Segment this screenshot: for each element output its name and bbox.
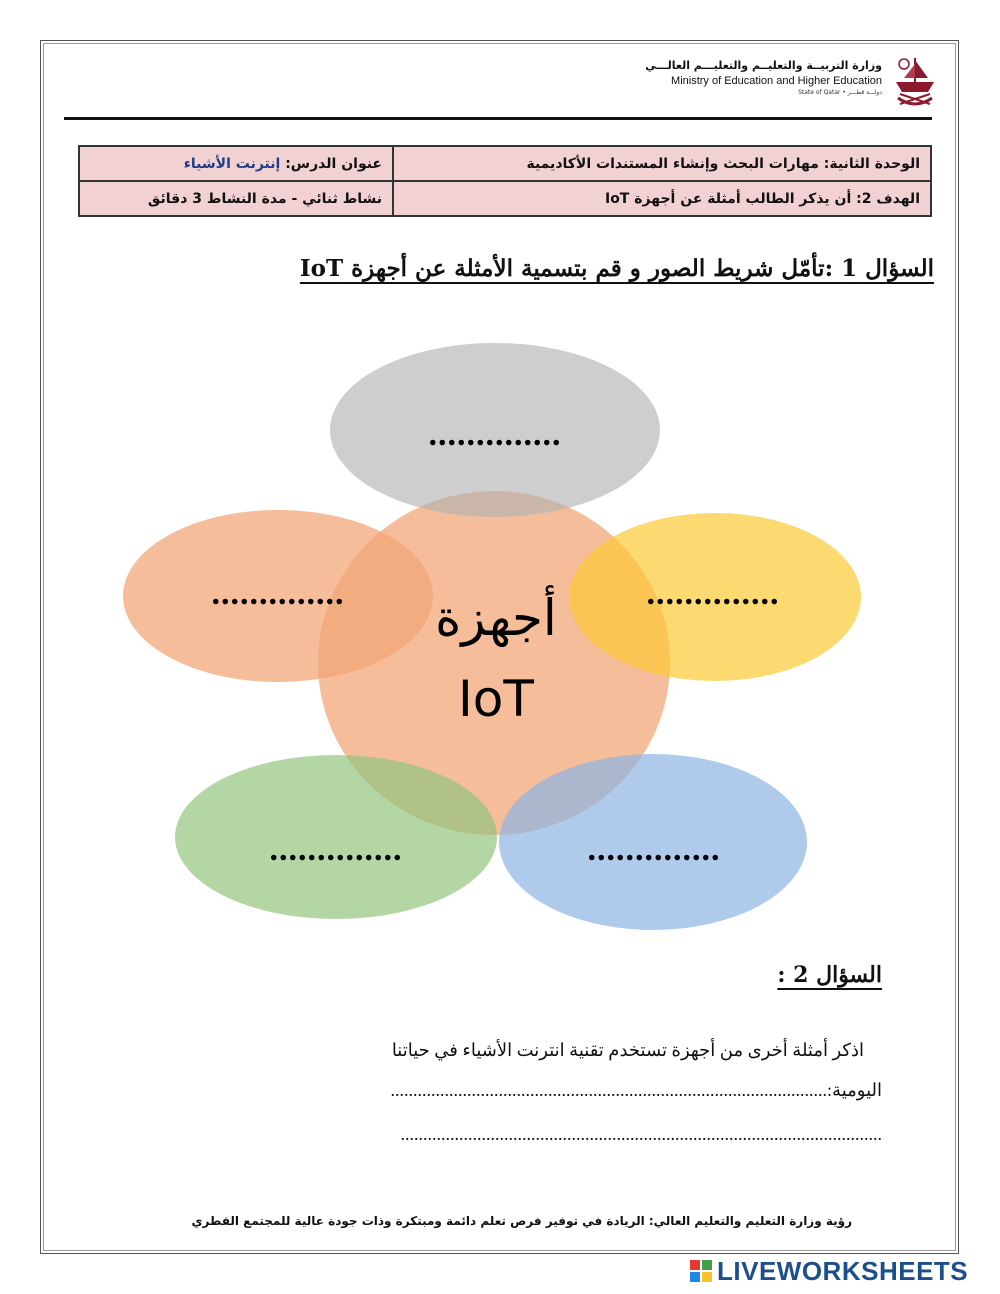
answer-line-2[interactable]: ........................................................................................................... — [400, 1124, 882, 1144]
question-2-prompt: اذكر أمثلة أخرى من أجهزة تستخدم تقنية انترنت الأشياء في حياتنا — [391, 1040, 864, 1060]
ministry-name-ar: وزارة التربيــة والتعليــم والتعليـــم العالـــي — [645, 59, 882, 72]
blank-bottom-right[interactable]: .............. — [587, 831, 721, 868]
ministry-name-en: Ministry of Education and Higher Education — [671, 75, 882, 87]
liveworksheets-brand[interactable] — [690, 1256, 990, 1286]
brand-label: LIVEWORKSHEETS — [717, 1256, 969, 1286]
lesson-value: إنترنت الأشياء — [183, 155, 281, 172]
liveworksheets-logo-icon — [690, 1260, 712, 1282]
question-1-title: السؤال 1 :تأمّل شريط الصور و قم بتسمية الأمثلة عن أجهزة IoT — [299, 255, 934, 282]
blank-top[interactable]: .............. — [428, 416, 562, 453]
goal-cell: الهدف 2: أن يذكر الطالب أمثلة عن أجهزة IoT — [393, 181, 931, 216]
blank-right[interactable]: .............. — [646, 575, 780, 612]
answer-line-1[interactable]: اليومية:................................................................................................. — [390, 1080, 882, 1100]
blank-left[interactable]: .............. — [211, 575, 345, 612]
state-line: State of Qatar • دولـــة قطـــر — [798, 89, 882, 96]
center-label-iot: IoT — [458, 670, 534, 728]
unit-cell: الوحدة الثانية: مهارات البحث وإنشاء المستندات الأكاديمية — [393, 146, 931, 181]
lesson-label: عنوان الدرس: — [280, 155, 382, 172]
blank-bottom-left[interactable]: .............. — [269, 831, 403, 868]
activity-cell: نشاط ثنائي - مدة النشاط 3 دقائق — [79, 181, 393, 216]
center-label-ar: أجهزة — [435, 589, 557, 647]
question-2-title: السؤال 2 : — [777, 962, 882, 988]
ministry-vision: رؤية وزارة التعليم والتعليم العالي: الريادة في توفير فرص تعلم دائمة ومبتكرة وذات جودة عالية للمجتمع القطري — [191, 1214, 852, 1228]
